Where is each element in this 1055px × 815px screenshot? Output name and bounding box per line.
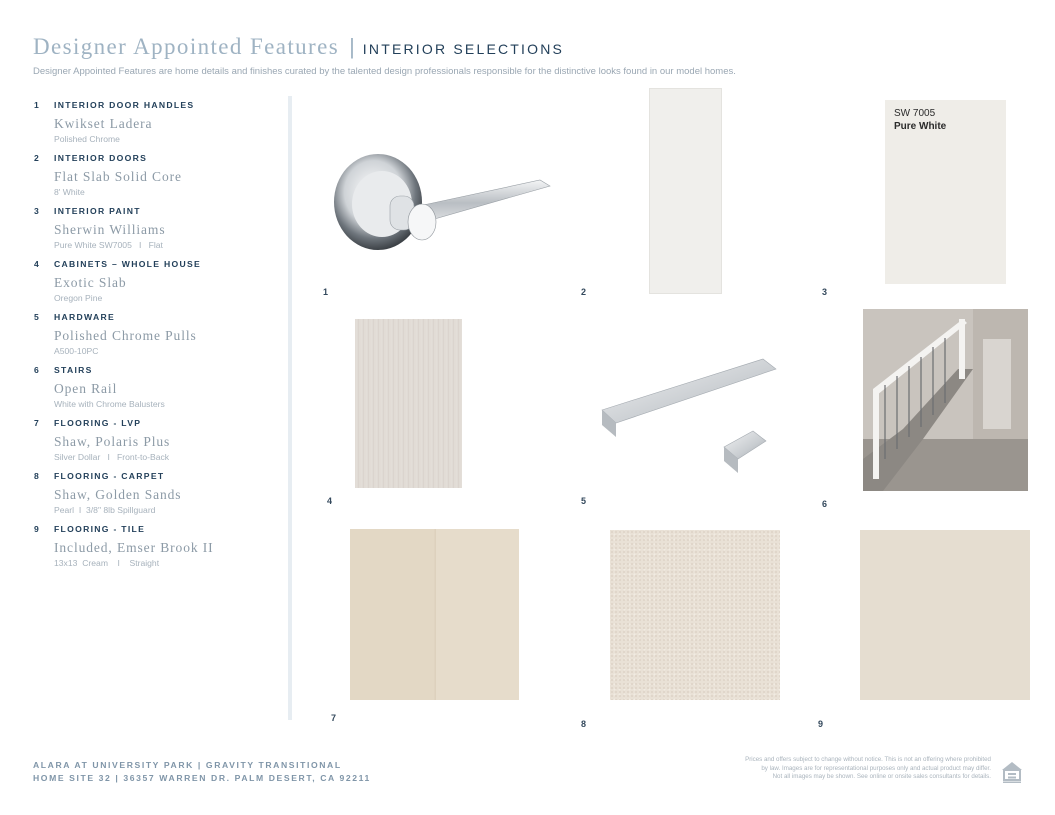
feature-detail: 13x13 Cream I Straight (54, 558, 160, 568)
cabinet-swatch (355, 319, 462, 488)
feature-item (34, 524, 274, 568)
feature-detail: Polished Chrome (54, 134, 120, 144)
feature-item (34, 418, 274, 462)
feature-detail: Oregon Pine (54, 293, 103, 303)
feature-detail: Pure White SW7005 I Flat (54, 240, 163, 250)
hardware-pull-image (598, 355, 783, 480)
feature-item (34, 100, 274, 144)
swatch-label: 1 (323, 287, 329, 297)
disclaimer-line: Prices and offers subject to change without notice. This is not an offering where prohibited (745, 756, 991, 763)
stairs-illustration (863, 309, 1028, 491)
footer-address (33, 759, 371, 785)
footer-community: ALARA AT UNIVERSITY PARK | GRAVITY TRANSITIONAL (33, 760, 342, 770)
page-description: Designer Appointed Features are home details and finishes curated by the talented design professionals responsible for the distinctive looks found in our model homes. (33, 66, 736, 77)
feature-category: INTERIOR PAINT (54, 206, 141, 216)
stairs-photo (863, 309, 1028, 491)
swatch-label: 4 (327, 496, 333, 506)
feature-item (34, 365, 274, 409)
tile-swatch (860, 530, 1030, 700)
feature-name: Exotic Slab (54, 275, 127, 290)
title-row (33, 34, 1023, 60)
swatch-label: 2 (581, 287, 587, 297)
feature-name: Polished Chrome Pulls (54, 328, 197, 343)
feature-name: Shaw, Golden Sands (54, 487, 182, 502)
lvp-flooring-swatch (350, 529, 519, 700)
page-header (33, 34, 1023, 77)
title-separator: | (349, 34, 355, 59)
feature-item (34, 153, 274, 197)
feature-detail: White with Chrome Balusters (54, 399, 165, 409)
page-subtitle: INTERIOR SELECTIONS (362, 41, 565, 57)
feature-number: 8 (34, 471, 41, 481)
disclaimer-line: Not all images may be shown. See online or onsite sales consultants for details. (772, 773, 991, 780)
feature-number: 9 (34, 524, 41, 534)
feature-category: CABINETS – WHOLE HOUSE (54, 259, 202, 269)
feature-detail: Pearl I 3/8" 8lb Spillguard (54, 505, 156, 515)
feature-name: Included, Emser Brook II (54, 540, 214, 555)
paint-swatch (885, 100, 1006, 284)
feature-number: 1 (34, 100, 41, 110)
page-title: Designer Appointed Features (33, 34, 340, 59)
paint-code: SW 7005 (894, 108, 936, 119)
paint-name: Pure White (894, 121, 947, 132)
feature-detail: A500-10PC (54, 346, 99, 356)
feature-item (34, 471, 274, 515)
equal-housing-icon (1000, 760, 1024, 784)
feature-item (34, 312, 274, 356)
footer-homesite: HOME SITE 32 | 36357 WARREN DR. PALM DESERT, CA 92211 (33, 773, 371, 783)
feature-item (34, 259, 274, 303)
door-swatch (649, 88, 722, 294)
feature-category: HARDWARE (54, 312, 116, 322)
feature-category: FLOORING - LVP (54, 418, 142, 428)
feature-number: 4 (34, 259, 41, 269)
swatch-label: 9 (818, 719, 824, 729)
feature-number: 3 (34, 206, 41, 216)
carpet-swatch (610, 530, 780, 700)
swatch-label: 7 (331, 713, 337, 723)
feature-category: INTERIOR DOOR HANDLES (54, 100, 195, 110)
feature-number: 6 (34, 365, 41, 375)
swatch-label: 5 (581, 496, 587, 506)
feature-item (34, 206, 274, 250)
swatch-label: 3 (822, 287, 828, 297)
footer-disclaimer (671, 756, 991, 782)
feature-name: Flat Slab Solid Core (54, 169, 182, 184)
disclaimer-line: by law. Images are for representational purposes only and actual product may differ. (761, 764, 991, 772)
divider (288, 96, 292, 720)
feature-category: INTERIOR DOORS (54, 153, 148, 163)
feature-category: FLOORING - CARPET (54, 471, 165, 481)
swatch-label: 6 (822, 499, 828, 509)
feature-detail: 8' White (54, 187, 85, 197)
feature-number: 7 (34, 418, 41, 428)
feature-name: Open Rail (54, 381, 118, 396)
swatch-label: 8 (581, 719, 587, 729)
feature-name: Shaw, Polaris Plus (54, 434, 171, 449)
feature-name: Kwikset Ladera (54, 116, 153, 131)
feature-detail: Silver Dollar I Front-to-Back (54, 452, 170, 462)
feature-name: Sherwin Williams (54, 222, 166, 237)
feature-category: FLOORING - TILE (54, 524, 146, 534)
feature-number: 2 (34, 153, 41, 163)
feature-number: 5 (34, 312, 41, 322)
features-list (34, 100, 274, 577)
feature-category: STAIRS (54, 365, 93, 375)
door-handle-image (330, 150, 555, 260)
